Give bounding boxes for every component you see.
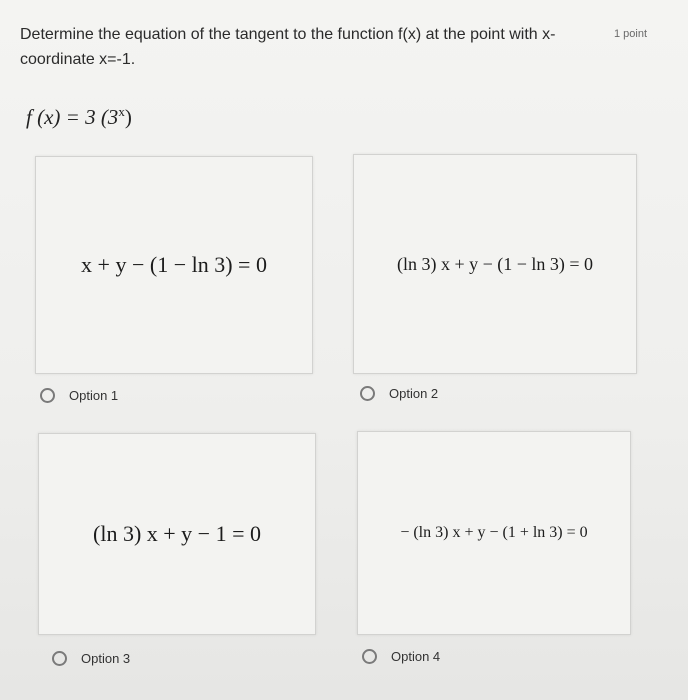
- option-4-equation: − (ln 3) x + y − (1 + ln 3) = 0: [400, 524, 588, 541]
- function-lhs: f (x) = 3 (3: [26, 105, 119, 129]
- option-1-image[interactable]: [35, 156, 313, 374]
- option-4-choice[interactable]: [362, 649, 440, 664]
- option-4-label: Option 4: [391, 649, 441, 664]
- option-3-equation: (ln 3) x + y − 1 = 0: [93, 521, 261, 546]
- option-3-radio[interactable]: [52, 651, 67, 666]
- function-close: ): [124, 105, 132, 129]
- option-4-radio[interactable]: [362, 649, 377, 664]
- option-1-equation: x + y − (1 − ln 3) = 0: [81, 252, 267, 277]
- option-4-image[interactable]: [357, 431, 631, 635]
- option-2-choice[interactable]: [360, 386, 438, 401]
- option-1-radio[interactable]: [40, 388, 55, 403]
- points-label: 1 point: [614, 28, 648, 40]
- option-3-choice[interactable]: [52, 651, 130, 666]
- function-exponent: x: [118, 104, 125, 119]
- option-3-image[interactable]: [38, 433, 316, 635]
- option-2-image[interactable]: [353, 154, 637, 374]
- option-1-label: Option 1: [69, 388, 119, 403]
- question-text: Determine the equation of the tangent to the function f(x) at the point with x-coordinate x=-1.: [20, 26, 556, 68]
- option-2-equation: (ln 3) x + y − (1 − ln 3) = 0: [396, 253, 594, 274]
- option-3-label: Option 3: [81, 651, 131, 666]
- option-1-choice[interactable]: [40, 388, 118, 403]
- option-2-radio[interactable]: [360, 386, 375, 401]
- function-formula: [26, 104, 132, 130]
- option-2-label: Option 2: [389, 386, 439, 401]
